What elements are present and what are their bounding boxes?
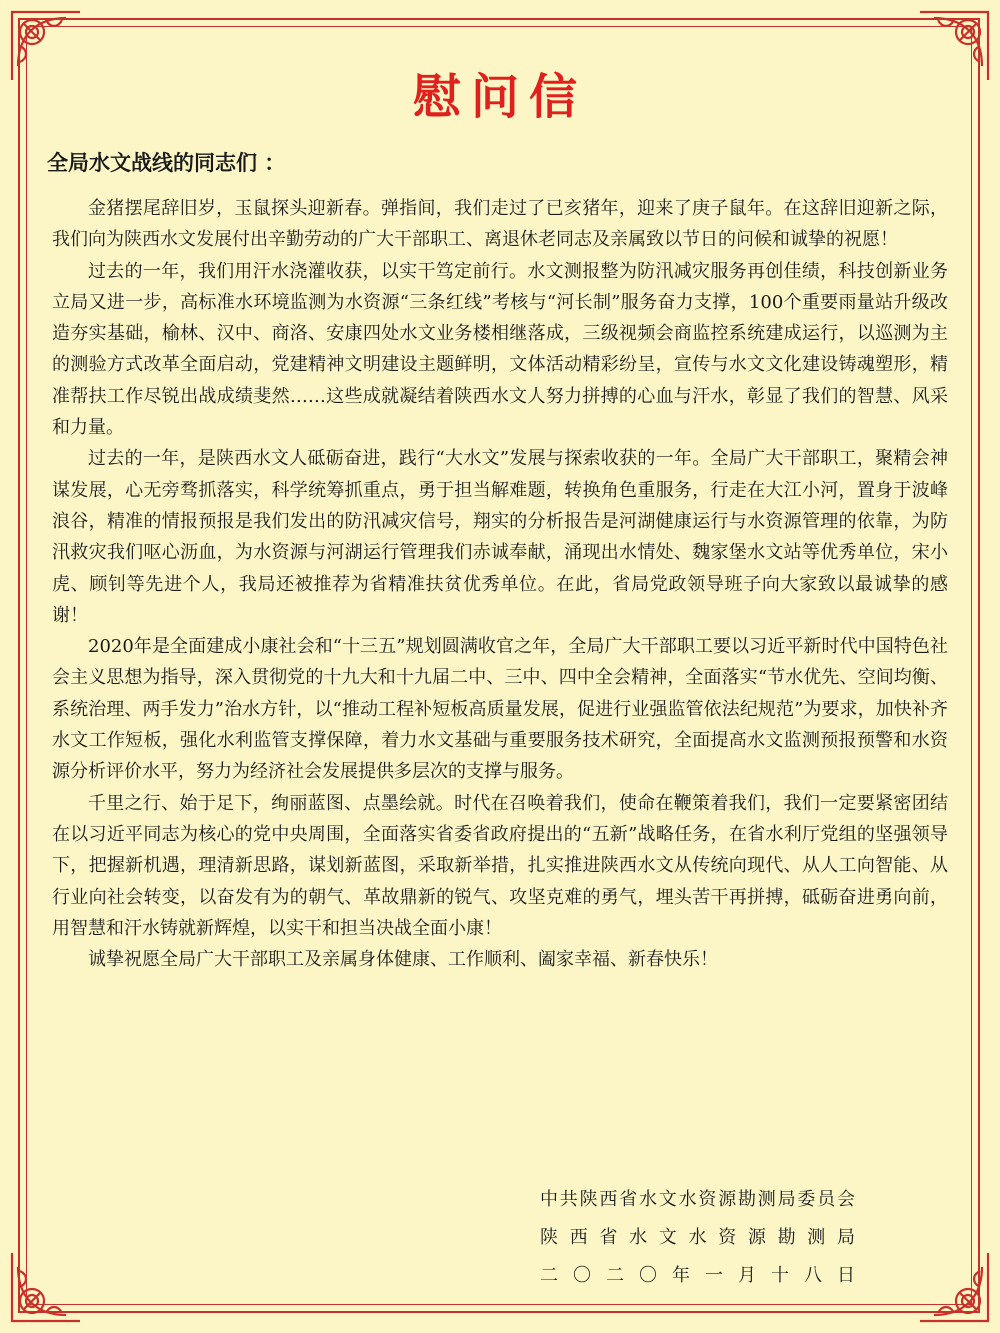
paragraph: 过去的一年，我们用汗水浇灌收获，以实干笃定前行。水文测报整为防汛减灾服务再创佳绩，科技创新业务立局又进一步，高标准水环境监测为水资源“三条红线”考核与“河长制”服务奋力支撑，100个重要雨量站升级改造夯实基础，榆林、汉中、商洛、安康四处水文业务楼相继落成，三级视频会商监控系统建成运行，以巡测为主的测验方式改革全面启动，党建精神文明建设主题鲜明，文体活动精彩纷呈，宣传与水文文化建设铸魂塑形，精准帮扶工作尽锐出战成绩斐然……这些成就凝结着陕西水文人努力拼搏的心血与汗水，彰显了我们的智慧、风采和力量。 (52, 260, 948, 439)
paragraph: 金猪摆尾辞旧岁，玉鼠探头迎新春。弹指间，我们走过了已亥猪年，迎来了庚子鼠年。在这辞旧迎新之际，我们向为陕西水文发展付出辛勤劳动的广大干部职工、离退休老同志及亲属致以节日的问候和诚挚的祝愿！ (52, 198, 948, 251)
corner-ornament-icon (6, 1247, 86, 1327)
page-title: 慰问信 (412, 69, 587, 125)
signature-block (540, 1181, 855, 1295)
corner-ornament-icon (914, 1247, 994, 1327)
signature-date: 二〇二〇年一月十八日 (540, 1265, 855, 1286)
paragraph: 千里之行、始于足下，绚丽蓝图、点墨绘就。时代在召唤着我们，使命在鞭策着我们，我们一定要紧密团结在以习近平同志为核心的党中央周围，全面落实省委省政府提出的“五新”战略任务，在省水利厅党组的坚强领导下，把握新机遇，理清新思路，谋划新蓝图，采取新举措，扎实推进陕西水文从传统向现代、从人工向智能、从行业向社会转变，以奋发有为的朝气、革故鼎新的锐气、攻坚克难的勇气，埋头苦干再拼搏，砥砺奋进勇向前，用智慧和汗水铸就新辉煌，以实干和担当决战全面小康！ (52, 792, 948, 939)
signature-org-bureau: 陕西省水文水资源勘测局 (540, 1227, 855, 1248)
paragraph: 过去的一年，是陕西水文人砥砺奋进，践行“大水文”发展与探索收获的一年。全局广大干部职工，聚精会神谋发展，心无旁骛抓落实，科学统筹抓重点，勇于担当解难题，转换角色重服务，行走在大江小河，置身于波峰浪谷，精准的情报预报是我们发出的防汛减灾信号，翔实的分析报告是河湖健康运行与水资源管理的依靠，为防汛救灾我们呕心沥血，为水资源与河湖运行管理我们赤诚奉献，涌现出水情处、魏家堡水文站等优秀单位，宋小虎、顾钊等先进个人，我局还被推荐为省精准扶贫优秀单位。在此，省局党政领导班子向大家致以最诚挚的感谢！ (52, 448, 948, 626)
letter-body (52, 193, 948, 975)
paragraph: 2020年是全面建成小康社会和“十三五”规划圆满收官之年，全局广大干部职工要以习近平新时代中国特色社会主义思想为指导，深入贯彻党的十九大和十九届二中、三中、四中全会精神，全面落实“节水优先、空间均衡、系统治理、两手发力”治水方针，以“推动工程补短板高质量发展，促进行业强监管依法纪规范”为要求，加快补齐水文工作短板，强化水利监管支撑保障，着力水文基础与重要服务技术研究，全面提高水文监测预报预警和水资源分析评价水平，努力为经济社会发展提供多层次的支撑与服务。 (52, 636, 948, 783)
salutation: 全局水文战线的同志们 ： (47, 151, 286, 175)
signature-org-party-committee: 中共陕西省水文水资源勘测局委员会 (540, 1189, 855, 1210)
paragraph: 诚挚祝愿全局广大干部职工及亲属身体健康、工作顺利、阖家幸福、新春快乐！ (88, 949, 718, 971)
